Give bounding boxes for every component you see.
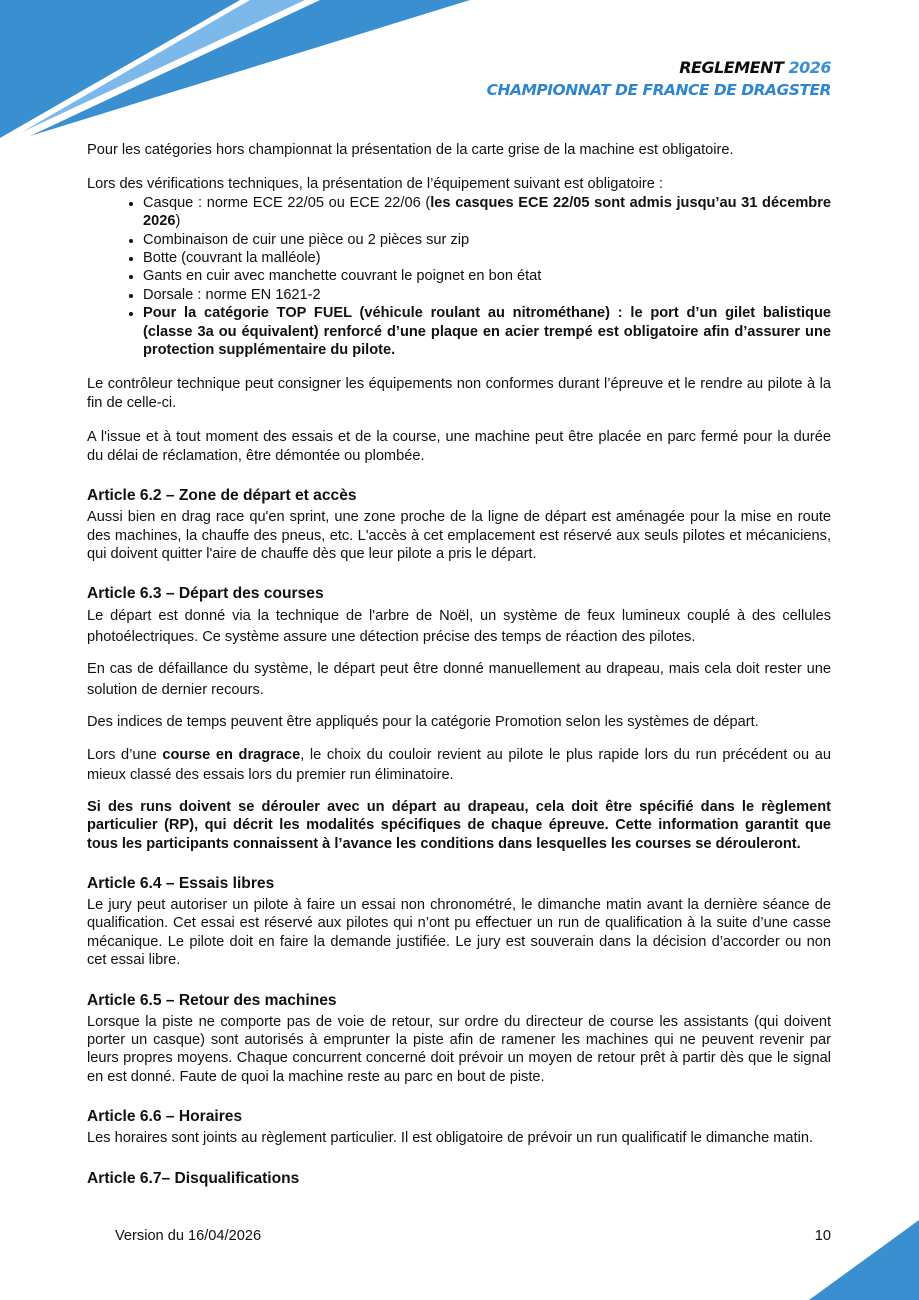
list-item-casque: • Casque : norme ECE 22/05 ou ECE 22/06 (les casques ECE 22/05 sont admis jusqu’au 31 décembre 2026) [143,194,831,231]
equipment-list [87,194,831,360]
header-title-word: REGLEMENT [679,58,784,77]
article-6-6-title: Article 6.6 – Horaires [87,1108,243,1126]
article-6-2-text: Aussi bien en drag race qu'en sprint, une zone proche de la ligne de départ est aménagée pour la mise en route des machines, la chauffe des pneus, etc. L'accès à cet emplacement est réservé aux seuls pilotes et mécaniciens, qui doivent quitter l'aire de chauffe dès que leur pilote a pris le départ. [87,509,831,562]
article-6-3-text-4: Lors d’une course en dragrace, le choix du couloir revient au pilote le plus rapide lors du run précédent ou au mieux classé des essais lors du premier run éliminatoire. [87,746,831,784]
article-6-4-text: Le jury peut autoriser un pilote à faire un essai non chronométré, le dimanche matin avant la dernière séance de qualification. Cet essai est réservé aux pilotes qui n’ont pu effectuer un run de qualification à la suite d’une casse mécanique. Le pilote doit en faire la demande justifiée. Le jury est souverain dans la décision d’accorder ou non cet essai libre. [87,897,831,969]
article-6-3-text-3: Des indices de temps peuvent être appliqués pour la catégorie Promotion selon les systèmes de départ. [87,714,759,731]
header-subtitle: CHAMPIONNAT DE FRANCE DE DRAGSTER [486,81,831,99]
list-item-combinaison: • Combinaison de cuir une pièce ou 2 pièces sur zip [143,231,831,249]
document-body [87,141,831,1191]
article-6-5-text: Lorsque la piste ne comporte pas de voie de retour, sur ordre du directeur de course les assistants (qui doivent porter un casque) sont autorisés à emprunter la piste afin de ramener les machines qui ne peuvent revenir par leurs propres moyens. Chaque concurrent concerné doit prévoir un moyen de retour prêt à partir dès que le signal en est donné. Faute de quoi la machine reste au parc en bout de piste. [87,1013,831,1085]
header-title [487,57,831,79]
article-6-3-text-2: En cas de défaillance du système, le départ peut être donné manuellement au drapeau, mais cela doit rester une solution de dernier recours. [87,661,831,698]
paragraph-parc-ferme: A l'issue et à tout moment des essais et de la course, une machine peut être placée en parc fermé pour la durée du délai de réclamation, être démontée ou plombée. [87,429,831,464]
article-6-6-text: Les horaires sont joints au règlement particulier. Il est obligatoire de prévoir un run qualificatif le dimanche matin. [87,1130,814,1147]
footer-version: Version du 16/04/2026 [115,1228,262,1244]
paragraph-equipement: Lors des vérifications techniques, la présentation de l’équipement suivant est obligatoire : [87,176,663,193]
list-item-gants: • Gants en cuir avec manchette couvrant le poignet en bon état [143,267,831,285]
list-item-dorsale: • Dorsale : norme EN 1621-2 [143,286,831,304]
list-item-botte: • Botte (couvrant la malléole) [143,249,831,267]
header-year: 2026 [788,58,831,77]
list-item-top-fuel: • Pour la catégorie TOP FUEL (véhicule roulant au nitrométhane) : le port d’un gilet balistique (classe 3a ou équivalent) renforcé d’une plaque en acier trempé est obligatoire afin d’assurer une protection supplémentaire du pilote. [143,304,831,359]
document-header [487,57,831,101]
article-6-3-text-1: Le départ est donné via la technique de l'arbre de Noël, un système de feux lumineux couplé à des cellules photoélectriques. Ce système assure une détection précise des temps de réaction des pilotes. [87,608,831,645]
paragraph-controleur: Le contrôleur technique peut consigner les équipements non conformes durant l’épreuve et le rendre au pilote à la fin de celle-ci. [87,376,831,411]
article-6-7-title: Article 6.7– Disqualifications [87,1169,300,1187]
corner-stripes-top [0,0,480,150]
article-6-2-title: Article 6.2 – Zone de départ et accès [87,487,357,505]
paragraph-carte-grise: Pour les catégories hors championnat la présentation de la carte grise de la machine est obligatoire. [87,142,734,158]
article-6-3-title: Article 6.3 – Départ des courses [87,585,324,603]
article-6-5-title: Article 6.5 – Retour des machines [87,991,337,1009]
article-6-3-text-5: Si des runs doivent se dérouler avec un départ au drapeau, cela doit être spécifié dans le règlement particulier (RP), qui décrit les modalités spécifiques de chaque épreuve. Cette information garantit que tous les participants connaissent à l’avance les conditions dans lesquelles les courses se dérouleront. [87,798,831,852]
article-6-4-title: Article 6.4 – Essais libres [87,875,275,893]
footer-page-number: 10 [814,1228,831,1244]
